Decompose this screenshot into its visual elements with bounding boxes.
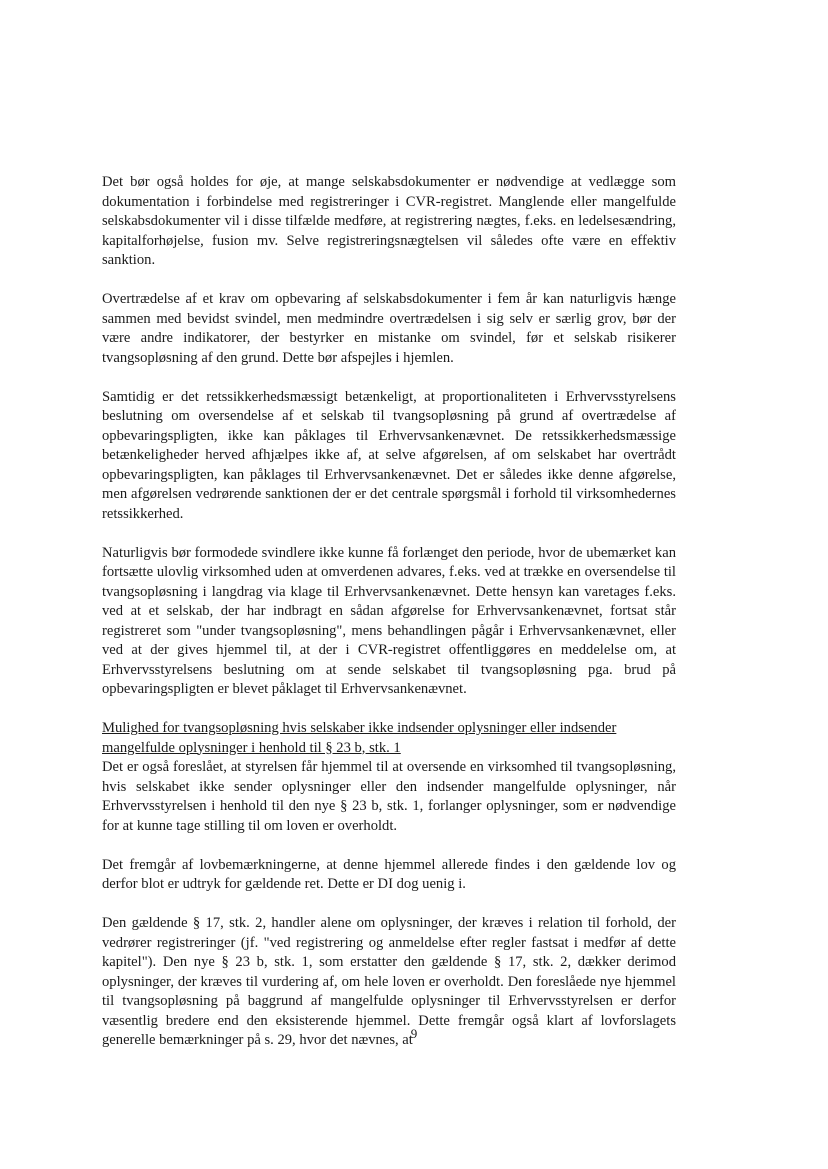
paragraph-storage-violation: Overtrædelse af et krav om opbevaring af selskabsdokumenter i fem år kan naturligvis hænge sammen med bevidst svindel, men medmindre overtrædelsen i sig selv er særlig grov, bør der være andre indikatorer, der bestyrker en mistanke om svindel, før et selskab risikerer tvangsopløsning af den grund. Dette bør afspejles i hjemlen. — [102, 291, 676, 366]
paragraph-legal-certainty: Samtidig er det retssikkerhedsmæssigt betænkeligt, at proportionaliteten i Erhvervsstyrelsens beslutning om oversendelse af et selskab til tvangsopløsning på grund af overtrædelse af opbevaringspligten, ikke kan påklages til Erhvervsankenævnet. De retssikkerhedsmæssige betænkeligheder herved afhjælpes ikke af, at selve afgørelsen, af om selskabet har overtrådt opbevaringspligten, kan påklages til Erhvervsankenævnet. Det er således ikke denne afgørelse, men afgørelsen vedrørende sanktionen der er det centrale spørgsmål i forhold til virksomhedernes retssikkerhed. — [102, 388, 676, 522]
paragraph-proposed-authority: Det er også foreslået, at styrelsen får hjemmel til at oversende en virksomhed til tvangsopløsning, hvis selskabet ikke sender oplysninger eller den indsender mangelfulde oplysninger, når Erhvervsstyrelsen i henhold til den nye § 23 b, stk. 1, forlanger oplysninger, som er nødvendige for at kunne tage stilling til om loven er overholdt. — [102, 759, 676, 834]
paragraph-suspected-fraudsters: Naturligvis bør formodede svindlere ikke kunne få forlænget den periode, hvor de ubemærket kan fortsætte ulovlig virksomhed uden at omverdenen advares, f.eks. ved at trække en oversendelse til tvangsopløsning i langdrag via klage til Erhvervsankenævnet. Dette hensyn kan varetages f.eks. ved at et selskab, der har indbragt en sådan afgørelse for Erhvervsankenævnet, fortsat står registreret som "under tvangsopløsning", mens behandlingen pågår i Erhvervsankenævnet, eller ved at der gives hjemmel til, at der i CVR-registret offentliggøres en meddelelse om, at Erhvervsstyrelsens beslutning om at sende selskabet til tvangsopløsning pga. brud på opbevaringspligten er blevet påklaget til Erhvervsankenævnet. — [102, 544, 676, 697]
page-number: 9 — [410, 1026, 418, 1041]
paragraph-explanatory-notes: Det fremgår af lovbemærkningerne, at denne hjemmel allerede findes i den gældende lov og derfor blot er udtryk for gældende ret. Dette er DI dog uenig i. — [102, 856, 676, 892]
section-heading: Mulighed for tvangsopløsning hvis selskaber ikke indsender oplysninger eller indsender mangelfulde oplysninger i henhold til § 23 b, stk. 1 — [102, 720, 617, 756]
paragraph-current-section-17: Den gældende § 17, stk. 2, handler alene om oplysninger, der kræves i relation til forhold, der vedrører registreringer (jf. "ved registrering og anmeldelse efter regler fastsat i medfør af dette kapitel"). Den nye § 23 b, stk. 1, som erstatter den gældende § 17, stk. 2, dækker derimod oplysninger, der kræves til vurdering af, om hele loven er overholdt. Den foreslåede nye hjemmel til tvangsopløsning på baggrund af mangelfulde oplysninger til Erhvervsstyrelsen er derfor væsentlig bredere end den eksisterende hjemmel. Dette fremgår også klart af lovforslagets generelle bemærkninger på s. 29, hvor det nævnes, at — [102, 915, 676, 1048]
document-body — [102, 173, 676, 1070]
paragraph-registration-documents: Det bør også holdes for øje, at mange selskabsdokumenter er nødvendige at vedlægge som dokumentation i forbindelse med registreringer i CVR-registret. Manglende eller mangelfulde selskabsdokumenter vil i disse tilfælde medføre, at registrering nægtes, f.eks. en ledelsesændring, kapitalforhøjelse, fusion mv. Selve registreringsnægtelsen vil således ofte være en effektiv sanktion. — [102, 174, 676, 268]
